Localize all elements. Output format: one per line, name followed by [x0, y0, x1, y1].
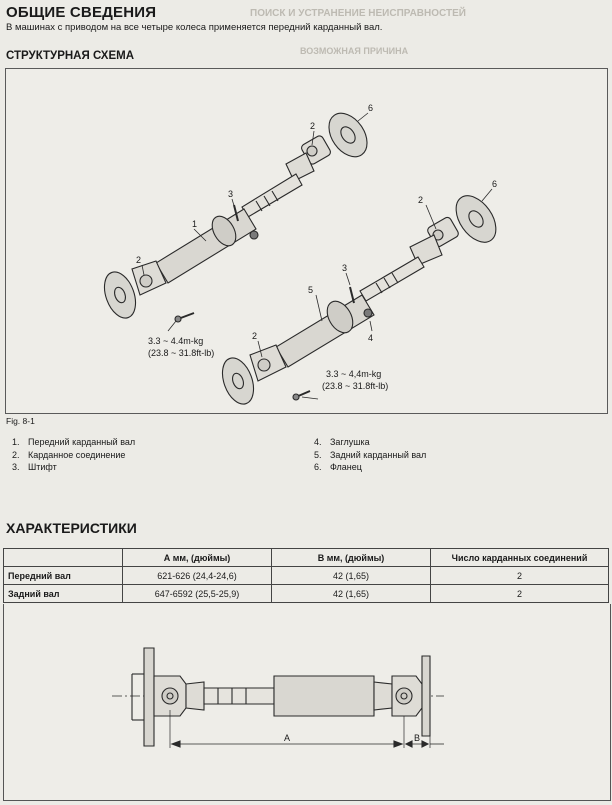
- callout-4: 4: [368, 333, 374, 343]
- dimension-b-label: B: [414, 733, 421, 743]
- dimension-a-label: A: [284, 733, 291, 743]
- row-name: Задний вал: [4, 585, 123, 603]
- callout-3-front: 3: [228, 189, 234, 199]
- shaft-dimension-drawing: [3, 604, 611, 801]
- callout-6-front: 6: [368, 103, 374, 113]
- torque-front: 3.3 ~ 4.4m-kg: [148, 336, 204, 346]
- propeller-shaft-exploded-view: [6, 69, 607, 413]
- table-row: [4, 585, 609, 603]
- callout-2-rear: 2: [252, 331, 258, 341]
- callout-1: 1: [192, 219, 198, 229]
- cell-b: 42 (1,65): [272, 585, 431, 603]
- structure-section-title: СТРУКТУРНАЯ СХЕМА: [6, 50, 135, 62]
- legend-item: 6. Фланец: [314, 462, 362, 472]
- legend-left: [12, 436, 135, 474]
- figure-caption: Fig. 8-1: [6, 416, 35, 426]
- specs-section-title: ХАРАКТЕРИСТИКИ: [6, 520, 137, 536]
- legend-right: [314, 436, 426, 474]
- callout-2-front-rear-joint: 2: [310, 121, 316, 131]
- front-shaft-assembly: [99, 106, 375, 322]
- cell-a: 647-6592 (25,5-25,9): [123, 585, 272, 603]
- shaft-side-view: [4, 604, 610, 800]
- callout-5: 5: [308, 285, 314, 295]
- legend-item: 3. Штифт: [12, 462, 57, 472]
- cell-joints: 2: [431, 585, 609, 603]
- specs-table: [3, 548, 609, 603]
- torque-rear: 3.3 ~ 4,4m-kg: [326, 369, 382, 379]
- table-header-b: В мм, (дюймы): [272, 549, 431, 567]
- cell-a: 621-626 (24,4-24,6): [123, 567, 272, 585]
- callout-2-rear-joint: 2: [418, 195, 424, 205]
- legend-item: 1. Передний карданный вал: [12, 437, 136, 447]
- callout-2-front: 2: [136, 255, 142, 265]
- table-row: [4, 567, 609, 585]
- legend-item: 2. Карданное соединение: [12, 449, 126, 460]
- cell-b: 42 (1,65): [272, 567, 431, 585]
- bleed-through-heading: ПОИСК И УСТРАНЕНИЕ НЕИСПРАВНОСТЕЙ: [250, 8, 466, 19]
- callout-3-rear: 3: [342, 263, 348, 273]
- torque-rear-lb: (23.8 ~ 31.8ft-lb): [322, 381, 389, 391]
- exploded-diagram: [5, 68, 608, 414]
- intro-text: В машинах с приводом на все четыре колеса применяется передний карданный вал.: [6, 22, 383, 33]
- table-header-joints: Число карданных соединений: [431, 549, 609, 567]
- table-header-row: [4, 549, 609, 567]
- legend-item: 5. Задний карданный вал: [314, 449, 427, 460]
- bleed-through-subheading: ВОЗМОЖНАЯ ПРИЧИНА: [300, 46, 409, 56]
- page-title: ОБЩИЕ СВЕДЕНИЯ: [6, 4, 157, 21]
- cell-joints: 2: [431, 567, 609, 585]
- table-header-empty: [4, 549, 123, 567]
- legend-item: 4. Заглушка: [314, 437, 370, 447]
- torque-front-lb: (23.8 ~ 31.8ft-lb): [148, 348, 215, 358]
- callout-6-rear: 6: [492, 179, 498, 189]
- table-header-a: А мм, (дюймы): [123, 549, 272, 567]
- row-name: Передний вал: [4, 567, 123, 585]
